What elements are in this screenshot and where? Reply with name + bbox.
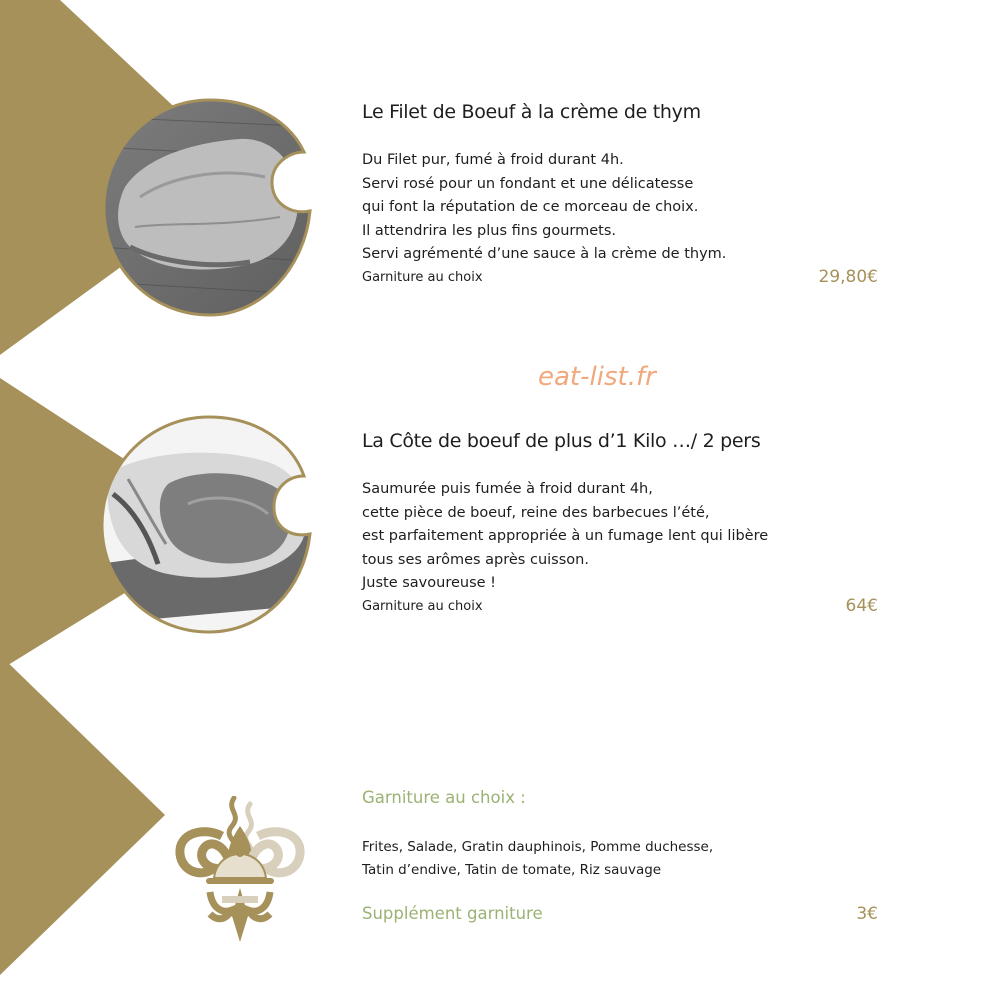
supplement-price: 3€ bbox=[856, 904, 878, 924]
item-description: Du Filet pur, fumé à froid durant 4h. Servi rosé pour un fondant et une délicatesse qui font la réputation de ce morceau de choix. Il attendrira les plus fins gourmets. Servi agrémenté d’une sauce à la crème de thym. bbox=[362, 152, 727, 262]
fleur-de-lis-cloche-icon bbox=[172, 796, 308, 944]
supplement-label: Supplément garniture bbox=[362, 904, 543, 923]
garniture-list: Frites, Salade, Gratin dauphinois, Pomme duchesse, Tatin d’endive, Tatin de tomate, Riz sauvage bbox=[362, 839, 714, 878]
rib-of-beef-photo bbox=[98, 414, 320, 636]
watermark: eat-list.fr bbox=[538, 362, 656, 392]
item-price: 64€ bbox=[845, 596, 878, 616]
smoked-beef-fillet-photo bbox=[100, 97, 320, 319]
item-description: Saumurée puis fumée à froid durant 4h, cette pièce de boeuf, reine des barbecues l’été, est parfaitement appropriée à un fumage lent qui libère tous ses arômes après cuisson. Juste savoureuse ! bbox=[362, 481, 769, 591]
item-garniture-note: Garniture au choix bbox=[362, 599, 483, 614]
item-price: 29,80€ bbox=[818, 267, 878, 287]
garniture-heading: Garniture au choix : bbox=[362, 788, 526, 807]
item-title: Le Filet de Boeuf à la crème de thym bbox=[362, 101, 701, 123]
item-garniture-note: Garniture au choix bbox=[362, 270, 483, 285]
item-title: La Côte de boeuf de plus d’1 Kilo …/ 2 pers bbox=[362, 430, 761, 452]
